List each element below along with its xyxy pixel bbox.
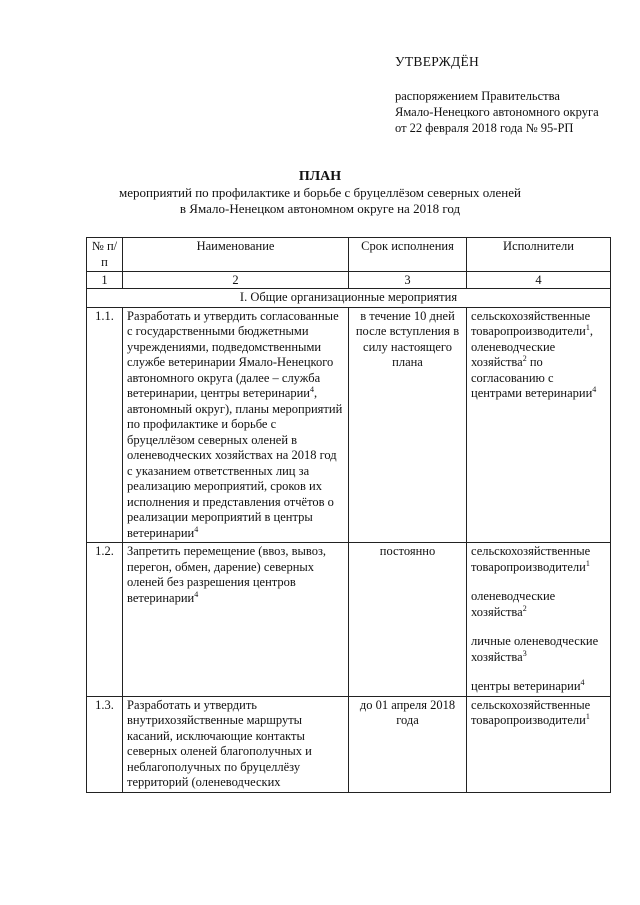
approval-stamp: УТВЕРЖДЁН xyxy=(395,54,480,69)
plan-table xyxy=(86,237,611,793)
section-title: I. Общие организационные мероприятия xyxy=(87,289,611,308)
title-line-2: в Ямало-Ненецком автономном округе на 2018 год xyxy=(179,201,461,216)
colnum-2: 2 xyxy=(123,272,349,289)
section-row xyxy=(87,289,611,308)
colnum-3: 3 xyxy=(349,272,467,289)
footnote-mark: 3 xyxy=(522,648,527,658)
approval-line-2: Ямало-Ненецкого автономного округа xyxy=(395,105,599,119)
approval-block xyxy=(395,54,635,136)
table-header-row xyxy=(87,238,611,272)
row-number: 1.3. xyxy=(87,696,123,792)
footnote-mark: 1 xyxy=(585,711,590,721)
column-number-row xyxy=(87,272,611,289)
table-row xyxy=(87,543,611,697)
executor-text: оленеводческие хозяйства xyxy=(471,589,556,619)
executor-part-b: , оленеводческие хозяйства xyxy=(471,324,593,369)
executor-text: личные оленеводческие хозяйства xyxy=(471,634,599,664)
executor-text: сельскохозяйственные товаропроизводители xyxy=(471,544,591,574)
table-row xyxy=(87,307,611,543)
footnote-mark: 4 xyxy=(309,384,314,394)
row-name-part-a: Разработать и утвердить согласованные с государственными бюджетными учреждениями, подведомственными службе ветеринарии Ямало-Ненецкого автономного округа (далее – служба ветеринарии, центры ветеринарии xyxy=(127,308,339,400)
row-term: до 01 апреля 2018 года xyxy=(349,696,467,792)
executor-part-c: по согласованию с центрами ветеринарии xyxy=(471,355,593,400)
colnum-1: 1 xyxy=(87,272,123,289)
footnote-mark: 1 xyxy=(585,558,590,568)
title-heading: ПЛАН xyxy=(298,169,342,184)
row-term: в течение 10 дней после вступления в силу настоящего плана xyxy=(349,307,467,543)
executor-text: центры ветеринарии xyxy=(471,679,581,693)
row-executors xyxy=(467,696,611,792)
document-title xyxy=(0,168,640,217)
row-name xyxy=(123,543,349,697)
row-term: постоянно xyxy=(349,543,467,697)
executor-item xyxy=(471,589,606,620)
footnote-mark: 1 xyxy=(585,322,590,332)
footnote-mark: 2 xyxy=(522,353,527,363)
row-name: Разработать и утвердить внутрихозяйственные маршруты касаний, исключающие контакты северных оленей благополучных и неблагополучных по бруцеллёзу территорий (оленеводческих xyxy=(123,696,349,792)
header-term: Срок исполнения xyxy=(349,238,467,272)
footnote-mark: 4 xyxy=(592,384,597,394)
row-name xyxy=(123,307,349,543)
header-num: № п/п xyxy=(87,238,123,272)
row-executors xyxy=(467,543,611,697)
footnote-mark: 2 xyxy=(522,603,527,613)
approval-line-3: от 22 февраля 2018 года № 95-РП xyxy=(395,121,574,135)
executor-text: сельскохозяйственные товаропроизводители xyxy=(471,697,591,727)
title-line-1: мероприятий по профилактике и борьбе с бруцеллёзом северных оленей xyxy=(118,185,521,200)
row-number: 1.2. xyxy=(87,543,123,697)
header-name: Наименование xyxy=(123,238,349,272)
header-exec: Исполнители xyxy=(467,238,611,272)
executor-item xyxy=(471,679,606,695)
footnote-mark: 4 xyxy=(194,524,199,534)
executor-item xyxy=(471,634,606,665)
row-number: 1.1. xyxy=(87,307,123,543)
table-row xyxy=(87,696,611,792)
row-name-text: Запретить перемещение (ввоз, вывоз, перегон, обмен, дарение) северных оленей без разрешения центров ветеринарии xyxy=(127,544,327,605)
executor-item xyxy=(471,544,606,575)
row-executors xyxy=(467,307,611,543)
executor-part-a: сельскохозяйственные товаропроизводители xyxy=(471,308,591,338)
footnote-mark: 4 xyxy=(194,589,199,599)
row-name-part-b: , автономный округ), планы мероприятий по профилактике и борьбе с бруцеллёзом северных оленей в оленеводческих хозяйствах на 2018 год с указанием ответственных лиц за реализацию мероприятий, сроков их исполнения и представления отчётов о реализации мероприятий в центры ветеринарии xyxy=(127,386,343,540)
approval-line-1: распоряжением Правительства xyxy=(395,89,560,103)
colnum-4: 4 xyxy=(467,272,611,289)
footnote-mark: 4 xyxy=(580,677,585,687)
